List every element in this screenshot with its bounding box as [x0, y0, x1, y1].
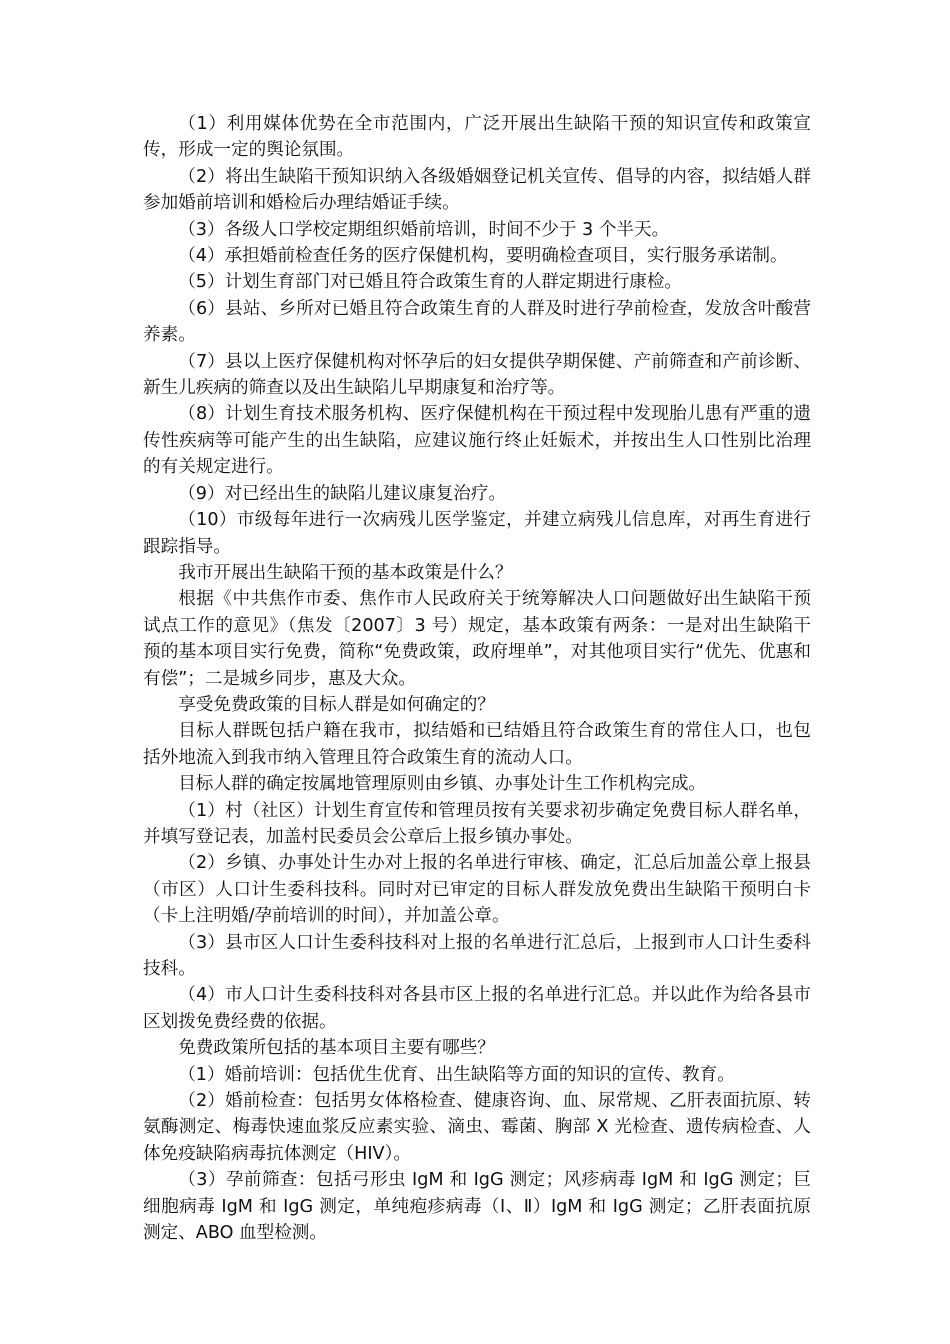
answer-target-group: 目标人群既包括户籍在我市，拟结婚和已结婚且符合政策生育的常住人口，也包括外地流入到我市纳入管理且符合政策生育的流动人口。	[143, 721, 811, 768]
target-step-3: （3）县市区人口计生委科技科对上报的名单进行汇总后，上报到市人口计生委科技科。	[143, 932, 811, 979]
basic-item-2: （2）婚前检查：包括男女体格检查、健康咨询、血、尿常规、乙肝表面抗原、转氨酶测定、梅毒快速血浆反应素实验、滴虫、霉菌、胸部 X 光检查、遗传病检查、人体免疫缺陷病毒抗体测定（HIV）。	[143, 1091, 811, 1164]
basic-item-1: （1）婚前培训：包括优生优育、出生缺陷等方面的知识的宣传、教育。	[178, 1064, 735, 1085]
paragraph-item-3: （3）各级人口学校定期组织婚前培训，时间不少于 3 个半天。	[178, 219, 670, 240]
answer-basic-policy: 根据《中共焦作市委、焦作市人民政府关于统筹解决人口问题做好出生缺陷干预试点工作的意见》（焦发〔2007〕3 号）规定，基本政策有两条：一是对出生缺陷干预的基本项目实行免费，简称“免费政策，政府埋单”，对其他项目实行“优先、优惠和有偿”；二是城乡同步，惠及大众。	[143, 589, 811, 689]
paragraph-item-6: （6）县站、乡所对已婚且符合政策生育的人群及时进行孕前检查，发放含叶酸营养素。	[143, 298, 811, 346]
paragraph-item-7: （7）县以上医疗保健机构对怀孕后的妇女提供孕期保健、产前筛查和产前诊断、新生儿疾病的筛查以及出生缺陷儿早期康复和治疗等。	[143, 351, 811, 399]
target-step-2: （2）乡镇、办事处计生办对上报的名单进行审核、确定，汇总后加盖公章上报县（市区）人口计生委科技科。同时对已审定的目标人群发放免费出生缺陷干预明白卡（卡上注明婚/孕前培训的时间），并加盖公章。	[143, 853, 811, 927]
basic-item-3: （3）孕前筛查：包括弓形虫 IgM 和 IgG 测定；风疹病毒 IgM 和 IgG 测定；巨细胞病毒 IgM 和 IgG 测定，单纯疱疹病毒（Ⅰ、Ⅱ）IgM 和 IgG 测定；乙肝表面抗原测定、ABO 血型检测。	[143, 1170, 811, 1244]
question-basic-items: 免费政策所包括的基本项目主要有哪些？	[178, 1038, 495, 1059]
target-group-principle: 目标人群的确定按属地管理原则由乡镇、办事处计生工作机构完成。	[178, 774, 707, 795]
target-step-4: （4）市人口计生委科技科对各县市区上报的名单进行汇总。并以此作为给各县市区划拨免费经费的依据。	[143, 985, 811, 1032]
paragraph-item-8: （8）计划生育技术服务机构、医疗保健机构在干预过程中发现胎儿患有严重的遗传性疾病等可能产生的出生缺陷，应建议施行终止妊娠术，并按出生人口性别比治理的有关规定进行。	[143, 404, 811, 478]
paragraph-item-9: （9）对已经出生的缺陷儿建议康复治疗。	[178, 483, 507, 504]
paragraph-item-5: （5）计划生育部门对已婚且符合政策生育的人群定期进行康检。	[178, 272, 683, 293]
target-step-1: （1）村（社区）计划生育宣传和管理员按有关要求初步确定免费目标人群名单，并填写登记表，加盖村民委员会公章后上报乡镇办事处。	[143, 800, 811, 847]
paragraph-item-10: （10）市级每年进行一次病残儿医学鉴定，并建立病残儿信息库，对再生育进行跟踪指导。	[143, 510, 811, 557]
question-target-group: 享受免费政策的目标人群是如何确定的？	[178, 694, 495, 715]
document-body	[143, 111, 811, 1246]
paragraph-item-4: （4）承担婚前检查任务的医疗保健机构，要明确检查项目，实行服务承诺制。	[178, 246, 788, 267]
paragraph-item-2: （2）将出生缺陷干预知识纳入各级婚姻登记机关宣传、倡导的内容，拟结婚人群参加婚前培训和婚检后办理结婚证手续。	[143, 166, 811, 214]
question-basic-policy: 我市开展出生缺陷干预的基本政策是什么？	[178, 562, 513, 583]
paragraph-item-1: （1）利用媒体优势在全市范围内，广泛开展出生缺陷干预的知识宣传和政策宣传，形成一定的舆论氛围。	[143, 114, 811, 161]
